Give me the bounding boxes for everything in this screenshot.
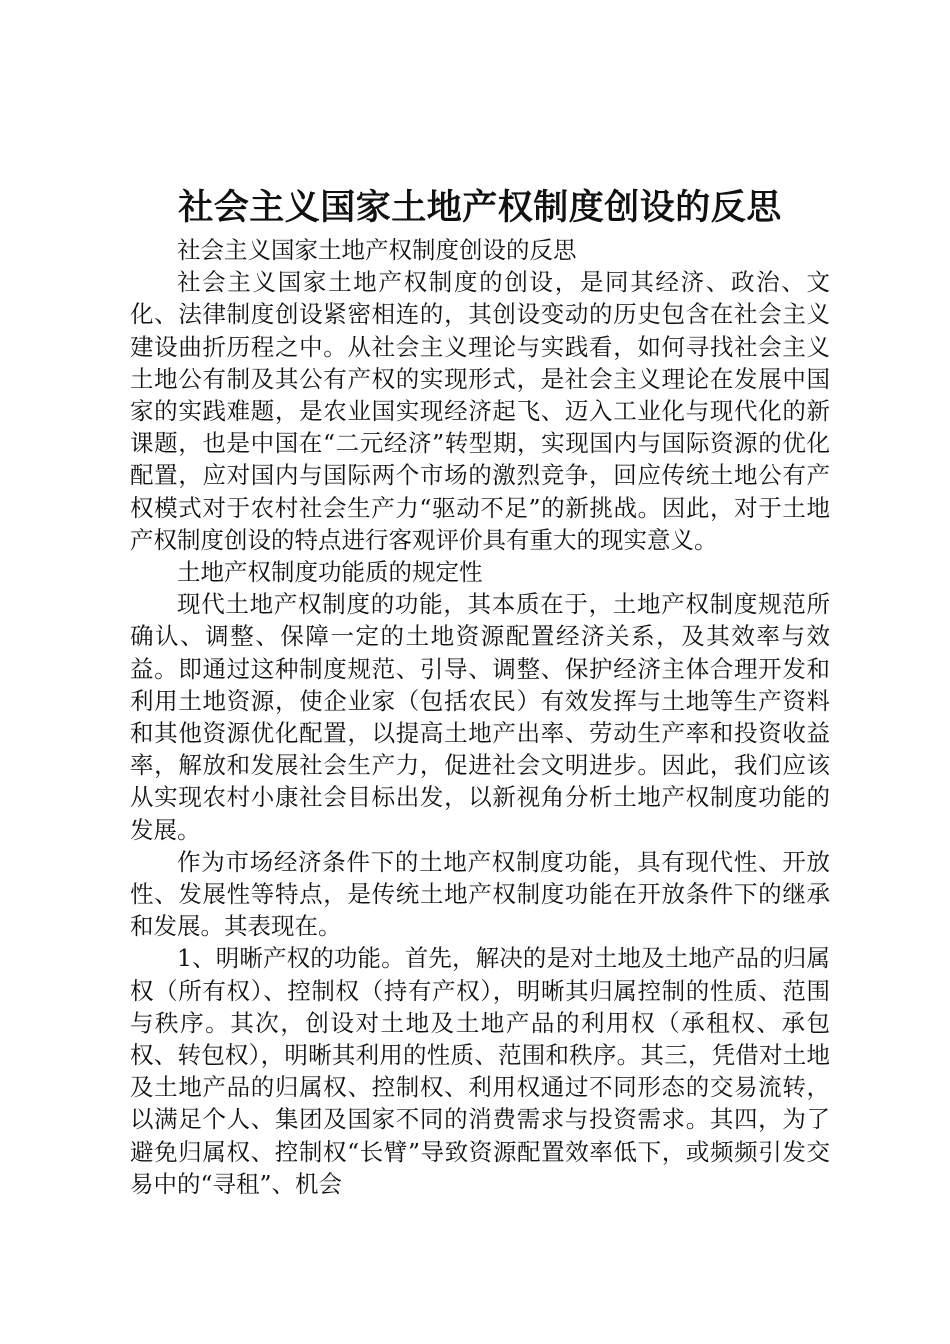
paragraph-intro: 社会主义国家土地产权制度的创设，是同其经济、政治、文化、法律制度创设紧密相连的，其创设变动的历史包含在社会主义建设曲折历程之中。从社会主义理论与实践看，如何寻找社会主义土地公有制及其公有产权的实现形式，是社会主义理论在发展中国家的实践难题，是农业国实现经济起飞、迈入工业化与现代化的新课题，也是中国在“二元经济”转型期，实现国内与国际资源的优化配置，应对国内与国际两个市场的激烈竞争，回应传统土地公有产权模式对于农村社会生产力“驱动不足”的新挑战。因此，对于土地产权制度创设的特点进行客观评价具有重大的现实意义。	[130, 268, 830, 554]
paragraph-subtitle: 社会主义国家土地产权制度创设的反思	[177, 236, 577, 264]
paragraph-clear-property-rights: 1、明晰产权的功能。首先，解决的是对土地及土地产品的归属权（所有权）、控制权（持有产权），明晰其归属控制的性质、范围与秩序。其次，创设对土地及土地产品的利用权（承租权、承包权、转包权），明晰其利用的性质、范围和秩序。其三，凭借对土地及土地产品的归属权、控制权、利用权通过不同形态的交易流转，以满足个人、集团及国家不同的消费需求与投资需求。其四，为了避免归属权、控制权“长臂”导致资源配置效率低下，或频频引发交易中的“寻租”、机会	[130, 944, 830, 1198]
document-title: 社会主义国家土地产权制度创设的反思	[178, 188, 782, 228]
paragraph-market-function: 作为市场经济条件下的土地产权制度功能，具有现代性、开放性、发展性等特点，是传统土地产权制度功能在开放条件下的继承和发展。其表现在。	[130, 847, 830, 941]
document-page	[130, 182, 830, 1200]
paragraph-function-essence: 现代土地产权制度的功能，其本质在于，土地产权制度规范所确认、调整、保障一定的土地资源配置经济关系，及其效率与效益。即通过这种制度规范、引导、调整、保护经济主体合理开发和利用土地资源，使企业家（包括农民）有效发挥与土地等生产资料和其他资源优化配置，以提高土地产出率、劳动生产率和投资收益率，解放和发展社会生产力，促进社会文明进步。因此，我们应该从实现农村小康社会目标出发，以新视角分析土地产权制度功能的发展。	[130, 590, 830, 844]
section-heading: 土地产权制度功能质的规定性	[177, 558, 483, 587]
